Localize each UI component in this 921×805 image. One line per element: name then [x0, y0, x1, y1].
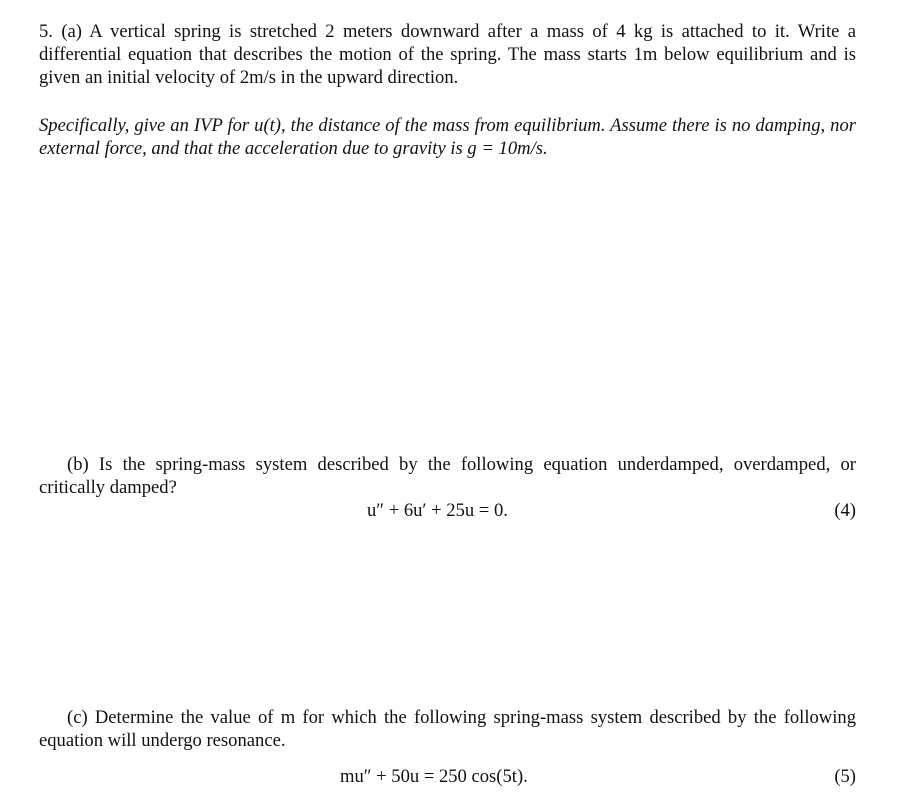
part-a-question: 5. (a) A vertical spring is stretched 2 meters downward after a mass of 4 kg is attached to it. Write a differential equation that describes the motion of the spring. The mass starts 1m below equilibrium and is given an initial velocity of 2m/s in the upward direction.	[39, 21, 856, 88]
part-b-equation: u″ + 6u′ + 25u = 0.	[367, 500, 508, 521]
part-a-instructions: Specifically, give an IVP for u(t), the distance of the mass from equilibrium. Assume there is no damping, nor external force, and that the acceleration due to gravity is g = 10m/s.	[39, 115, 856, 159]
part-c-equation-number: (5)	[834, 766, 856, 787]
part-c-equation: mu″ + 50u = 250 cos(5t).	[340, 766, 528, 787]
part-c-question: (c) Determine the value of m for which the following spring-mass system described by the following equation will undergo resonance.	[39, 707, 856, 751]
part-b-question: (b) Is the spring-mass system described by the following equation underdamped, overdamped, or critically damped?	[39, 454, 856, 498]
part-b-equation-number: (4)	[834, 500, 856, 521]
